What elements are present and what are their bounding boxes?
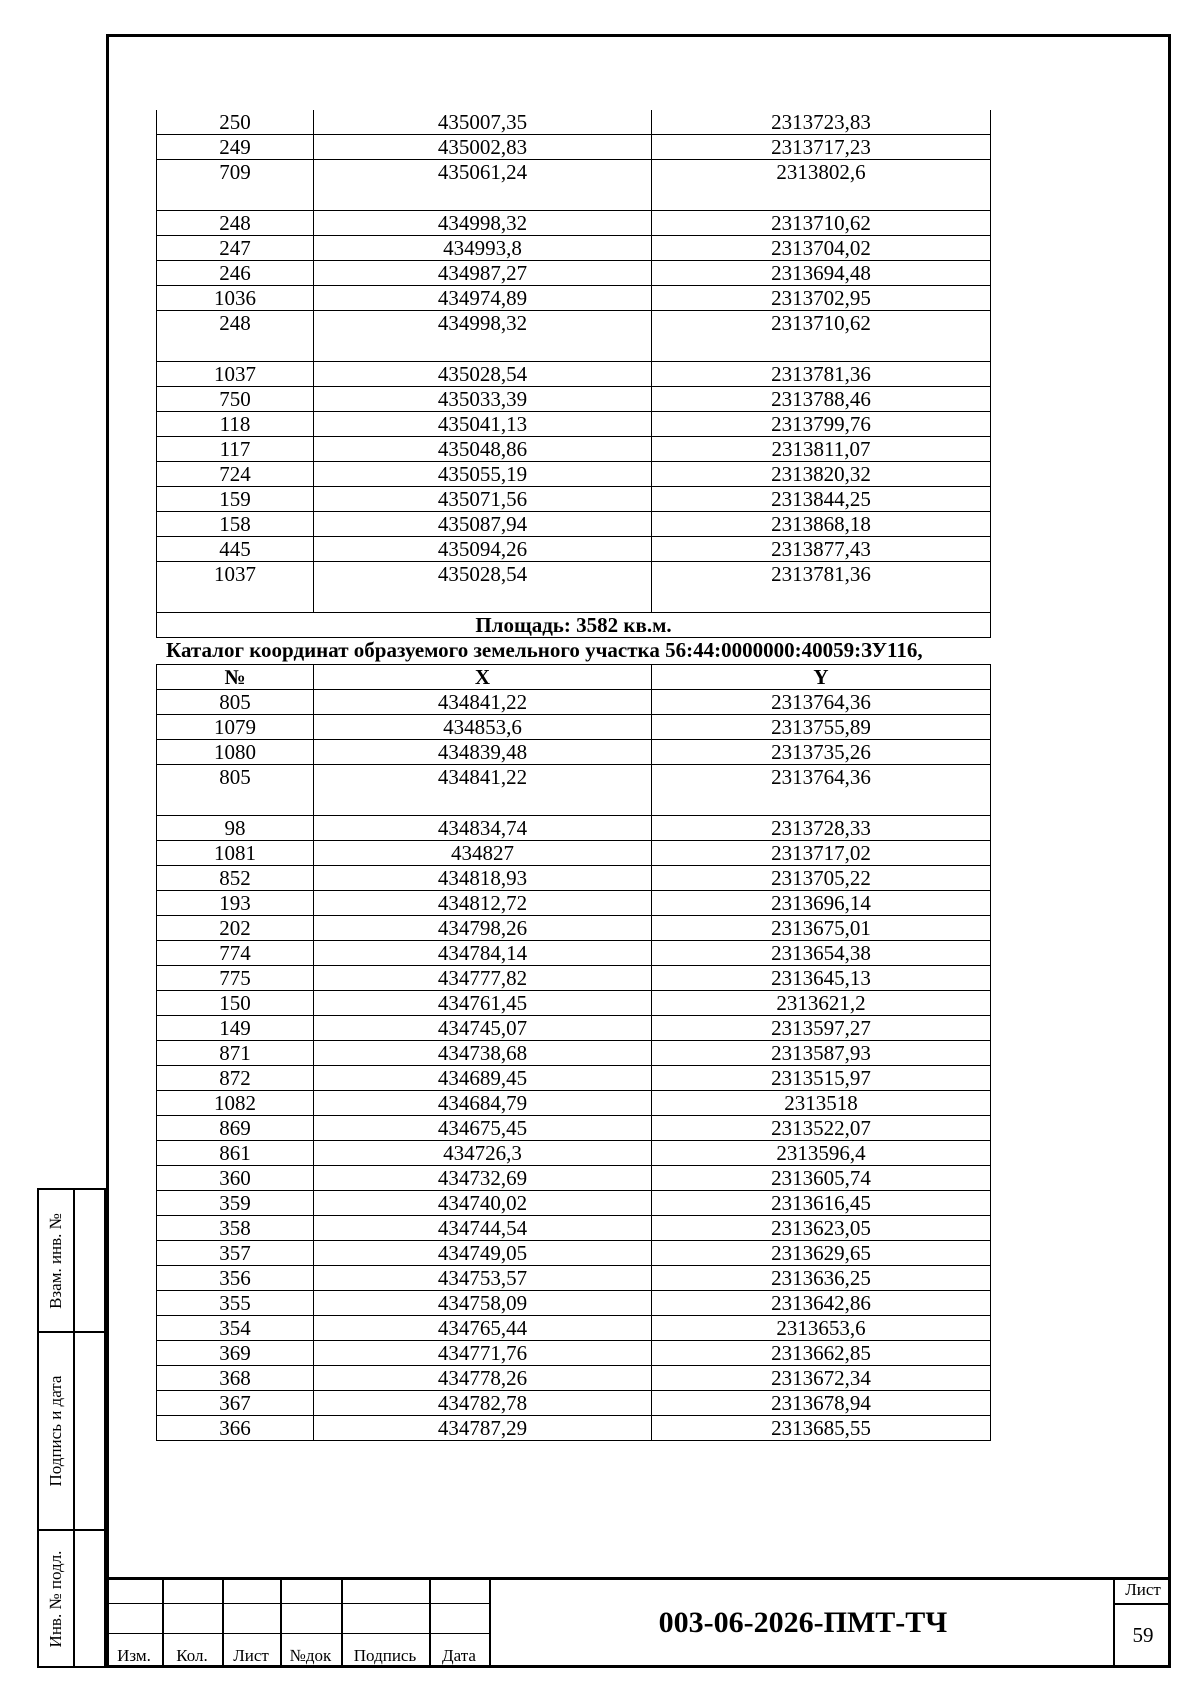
table-row xyxy=(157,715,991,740)
x-coordinate-cell: 434675,45 xyxy=(314,1116,652,1141)
y-coordinate-cell: 2313705,22 xyxy=(652,866,991,891)
x-coordinate-cell: 434787,29 xyxy=(314,1416,652,1441)
side-stamp-signature-date xyxy=(37,1331,106,1531)
catalog-title: Каталог координат образуемого земельного участка 56:44:0000000:40059:ЗУ116, xyxy=(166,638,923,662)
side-label-signature-date: Подпись и дата xyxy=(46,1375,65,1487)
point-number-cell: 367 xyxy=(157,1391,314,1416)
table-row xyxy=(157,1366,991,1391)
table-row xyxy=(157,1091,991,1116)
table-row xyxy=(157,1241,991,1266)
table-row xyxy=(157,966,991,991)
point-number-cell: 247 xyxy=(157,236,314,261)
point-number-cell: 248 xyxy=(157,211,314,236)
y-coordinate-cell: 2313702,95 xyxy=(652,286,991,311)
side-stamp-inv-original xyxy=(37,1529,106,1668)
x-coordinate-cell: 434761,45 xyxy=(314,991,652,1016)
y-coordinate-cell: 2313642,86 xyxy=(652,1291,991,1316)
y-coordinate-cell: 2313781,36 xyxy=(652,362,991,387)
point-number-cell: 368 xyxy=(157,1366,314,1391)
y-coordinate-cell: 2313522,07 xyxy=(652,1116,991,1141)
y-coordinate-cell: 2313755,89 xyxy=(652,715,991,740)
point-number-cell: 852 xyxy=(157,866,314,891)
table-row xyxy=(157,1141,991,1166)
y-coordinate-cell: 2313675,01 xyxy=(652,916,991,941)
point-number-cell: 360 xyxy=(157,1166,314,1191)
y-coordinate-cell: 2313616,45 xyxy=(652,1191,991,1216)
x-coordinate-cell: 434726,3 xyxy=(314,1141,652,1166)
x-coordinate-cell: 434812,72 xyxy=(314,891,652,916)
y-coordinate-cell: 2313636,25 xyxy=(652,1266,991,1291)
table-row xyxy=(157,1416,991,1441)
sheet-box xyxy=(1113,1577,1171,1668)
y-coordinate-cell: 2313735,26 xyxy=(652,740,991,765)
x-coordinate-cell: 435028,54 xyxy=(314,562,652,613)
x-coordinate-cell: 434689,45 xyxy=(314,1066,652,1091)
y-coordinate-cell: 2313597,27 xyxy=(652,1016,991,1041)
point-number-cell: 750 xyxy=(157,387,314,412)
table-row xyxy=(157,1166,991,1191)
y-coordinate-cell: 2313672,34 xyxy=(652,1366,991,1391)
point-number-cell: 98 xyxy=(157,816,314,841)
table-row xyxy=(157,261,991,286)
point-number-cell: 150 xyxy=(157,991,314,1016)
point-number-cell: 357 xyxy=(157,1241,314,1266)
y-coordinate-cell: 2313781,36 xyxy=(652,562,991,613)
x-coordinate-cell: 434753,57 xyxy=(314,1266,652,1291)
header-number: № xyxy=(157,665,314,690)
y-coordinate-cell: 2313717,02 xyxy=(652,841,991,866)
x-coordinate-cell: 434784,14 xyxy=(314,941,652,966)
point-number-cell: 861 xyxy=(157,1141,314,1166)
header-x: X xyxy=(314,665,652,690)
x-coordinate-cell: 434778,26 xyxy=(314,1366,652,1391)
x-coordinate-cell: 434740,02 xyxy=(314,1191,652,1216)
x-coordinate-cell: 435041,13 xyxy=(314,412,652,437)
point-number-cell: 358 xyxy=(157,1216,314,1241)
point-number-cell: 1036 xyxy=(157,286,314,311)
table-row xyxy=(157,311,991,362)
table-row xyxy=(157,512,991,537)
y-coordinate-cell: 2313685,55 xyxy=(652,1416,991,1441)
table-row xyxy=(157,362,991,387)
x-coordinate-cell: 434749,05 xyxy=(314,1241,652,1266)
x-coordinate-cell: 435007,35 xyxy=(314,110,652,135)
label-ndok: №док xyxy=(289,1646,332,1665)
table-row xyxy=(157,487,991,512)
table-row xyxy=(157,841,991,866)
y-coordinate-cell: 2313653,6 xyxy=(652,1316,991,1341)
y-coordinate-cell: 2313704,02 xyxy=(652,236,991,261)
table-row xyxy=(157,437,991,462)
label-data: Дата xyxy=(442,1646,476,1665)
x-coordinate-cell: 435071,56 xyxy=(314,487,652,512)
label-izm: Изм. xyxy=(117,1646,151,1665)
table-row xyxy=(157,562,991,613)
point-number-cell: 354 xyxy=(157,1316,314,1341)
point-number-cell: 869 xyxy=(157,1116,314,1141)
x-coordinate-cell: 435087,94 xyxy=(314,512,652,537)
side-stamp-replaced-inv xyxy=(37,1188,106,1333)
y-coordinate-cell: 2313518 xyxy=(652,1091,991,1116)
point-number-cell: 248 xyxy=(157,311,314,362)
point-number-cell: 149 xyxy=(157,1016,314,1041)
y-coordinate-cell: 2313710,62 xyxy=(652,211,991,236)
point-number-cell: 250 xyxy=(157,110,314,135)
table-row xyxy=(157,765,991,816)
y-coordinate-cell: 2313623,05 xyxy=(652,1216,991,1241)
x-coordinate-cell: 434993,8 xyxy=(314,236,652,261)
table-row xyxy=(157,816,991,841)
side-label-inv-original: Инв. № подл. xyxy=(46,1550,65,1647)
y-coordinate-cell: 2313764,36 xyxy=(652,690,991,715)
x-coordinate-cell: 434974,89 xyxy=(314,286,652,311)
table-row xyxy=(157,891,991,916)
table-header-row xyxy=(157,665,991,690)
area-row xyxy=(157,613,991,638)
sheet-number: 59 xyxy=(1132,1623,1154,1647)
point-number-cell: 117 xyxy=(157,437,314,462)
point-number-cell: 249 xyxy=(157,135,314,160)
page-content xyxy=(156,110,990,1441)
point-number-cell: 193 xyxy=(157,891,314,916)
point-number-cell: 355 xyxy=(157,1291,314,1316)
y-coordinate-cell: 2313799,76 xyxy=(652,412,991,437)
point-number-cell: 359 xyxy=(157,1191,314,1216)
table-row xyxy=(157,1391,991,1416)
table-row xyxy=(157,537,991,562)
x-coordinate-cell: 435055,19 xyxy=(314,462,652,487)
point-number-cell: 366 xyxy=(157,1416,314,1441)
y-coordinate-cell: 2313844,25 xyxy=(652,487,991,512)
table-row xyxy=(157,916,991,941)
x-coordinate-cell: 434839,48 xyxy=(314,740,652,765)
y-coordinate-cell: 2313728,33 xyxy=(652,816,991,841)
y-coordinate-cell: 2313723,83 xyxy=(652,110,991,135)
table-row xyxy=(157,690,991,715)
point-number-cell: 159 xyxy=(157,487,314,512)
y-coordinate-cell: 2313678,94 xyxy=(652,1391,991,1416)
point-number-cell: 356 xyxy=(157,1266,314,1291)
x-coordinate-cell: 434744,54 xyxy=(314,1216,652,1241)
table-row xyxy=(157,110,991,135)
y-coordinate-cell: 2313694,48 xyxy=(652,261,991,286)
point-number-cell: 775 xyxy=(157,966,314,991)
side-label-replaced-inv: Взам. инв. № xyxy=(46,1212,65,1309)
point-number-cell: 709 xyxy=(157,160,314,211)
table-row xyxy=(157,1291,991,1316)
table-row xyxy=(157,1041,991,1066)
table-row xyxy=(157,135,991,160)
y-coordinate-cell: 2313717,23 xyxy=(652,135,991,160)
table-row xyxy=(157,462,991,487)
x-coordinate-cell: 434782,78 xyxy=(314,1391,652,1416)
table-row xyxy=(157,1341,991,1366)
point-number-cell: 118 xyxy=(157,412,314,437)
table-row xyxy=(157,1191,991,1216)
y-coordinate-cell: 2313629,65 xyxy=(652,1241,991,1266)
x-coordinate-cell: 434684,79 xyxy=(314,1091,652,1116)
title-block xyxy=(106,1577,1171,1668)
x-coordinate-cell: 434818,93 xyxy=(314,866,652,891)
y-coordinate-cell: 2313788,46 xyxy=(652,387,991,412)
x-coordinate-cell: 434771,76 xyxy=(314,1341,652,1366)
point-number-cell: 445 xyxy=(157,537,314,562)
y-coordinate-cell: 2313764,36 xyxy=(652,765,991,816)
point-number-cell: 1081 xyxy=(157,841,314,866)
y-coordinate-cell: 2313587,93 xyxy=(652,1041,991,1066)
table-row xyxy=(157,866,991,891)
point-number-cell: 158 xyxy=(157,512,314,537)
point-number-cell: 805 xyxy=(157,690,314,715)
y-coordinate-cell: 2313596,4 xyxy=(652,1141,991,1166)
revision-grid xyxy=(106,1577,489,1668)
point-number-cell: 871 xyxy=(157,1041,314,1066)
label-podpis: Подпись xyxy=(353,1646,417,1665)
x-coordinate-cell: 435094,26 xyxy=(314,537,652,562)
point-number-cell: 872 xyxy=(157,1066,314,1091)
point-number-cell: 1079 xyxy=(157,715,314,740)
x-coordinate-cell: 435048,86 xyxy=(314,437,652,462)
y-coordinate-cell: 2313654,38 xyxy=(652,941,991,966)
header-y: Y xyxy=(652,665,991,690)
x-coordinate-cell: 434777,82 xyxy=(314,966,652,991)
y-coordinate-cell: 2313811,07 xyxy=(652,437,991,462)
table-row xyxy=(157,286,991,311)
y-coordinate-cell: 2313877,43 xyxy=(652,537,991,562)
x-coordinate-cell: 434834,74 xyxy=(314,816,652,841)
table-row xyxy=(157,740,991,765)
x-coordinate-cell: 434738,68 xyxy=(314,1041,652,1066)
table-row xyxy=(157,1016,991,1041)
table-row xyxy=(157,1066,991,1091)
table-row xyxy=(157,941,991,966)
y-coordinate-cell: 2313621,2 xyxy=(652,991,991,1016)
point-number-cell: 202 xyxy=(157,916,314,941)
table-row xyxy=(157,1116,991,1141)
table-row xyxy=(157,160,991,211)
point-number-cell: 1037 xyxy=(157,362,314,387)
x-coordinate-cell: 435061,24 xyxy=(314,160,652,211)
point-number-cell: 1037 xyxy=(157,562,314,613)
x-coordinate-cell: 434758,09 xyxy=(314,1291,652,1316)
table-row xyxy=(157,1316,991,1341)
table-row xyxy=(157,412,991,437)
x-coordinate-cell: 435002,83 xyxy=(314,135,652,160)
y-coordinate-cell: 2313802,6 xyxy=(652,160,991,211)
y-coordinate-cell: 2313868,18 xyxy=(652,512,991,537)
coordinates-table-2 xyxy=(156,664,991,1441)
y-coordinate-cell: 2313605,74 xyxy=(652,1166,991,1191)
table-row xyxy=(157,236,991,261)
x-coordinate-cell: 434841,22 xyxy=(314,765,652,816)
label-list: Лист xyxy=(233,1646,269,1665)
point-number-cell: 1080 xyxy=(157,740,314,765)
area-label: Площадь: 3582 кв.м. xyxy=(157,613,991,638)
x-coordinate-cell: 434745,07 xyxy=(314,1016,652,1041)
y-coordinate-cell: 2313645,13 xyxy=(652,966,991,991)
point-number-cell: 805 xyxy=(157,765,314,816)
document-code: 003-06-2026-ПМТ-ТЧ xyxy=(489,1577,1115,1668)
table-row xyxy=(157,387,991,412)
point-number-cell: 724 xyxy=(157,462,314,487)
point-number-cell: 1082 xyxy=(157,1091,314,1116)
point-number-cell: 774 xyxy=(157,941,314,966)
table-row xyxy=(157,1266,991,1291)
x-coordinate-cell: 434841,22 xyxy=(314,690,652,715)
x-coordinate-cell: 434998,32 xyxy=(314,211,652,236)
y-coordinate-cell: 2313820,32 xyxy=(652,462,991,487)
y-coordinate-cell: 2313515,97 xyxy=(652,1066,991,1091)
x-coordinate-cell: 434732,69 xyxy=(314,1166,652,1191)
point-number-cell: 246 xyxy=(157,261,314,286)
table-row xyxy=(157,1216,991,1241)
label-kol: Кол. xyxy=(176,1646,208,1665)
point-number-cell: 369 xyxy=(157,1341,314,1366)
coordinates-table-1 xyxy=(156,110,991,638)
x-coordinate-cell: 434853,6 xyxy=(314,715,652,740)
x-coordinate-cell: 435033,39 xyxy=(314,387,652,412)
x-coordinate-cell: 434998,32 xyxy=(314,311,652,362)
y-coordinate-cell: 2313696,14 xyxy=(652,891,991,916)
x-coordinate-cell: 434798,26 xyxy=(314,916,652,941)
y-coordinate-cell: 2313710,62 xyxy=(652,311,991,362)
x-coordinate-cell: 434827 xyxy=(314,841,652,866)
x-coordinate-cell: 434987,27 xyxy=(314,261,652,286)
x-coordinate-cell: 434765,44 xyxy=(314,1316,652,1341)
table-row xyxy=(157,991,991,1016)
y-coordinate-cell: 2313662,85 xyxy=(652,1341,991,1366)
table-row xyxy=(157,211,991,236)
x-coordinate-cell: 435028,54 xyxy=(314,362,652,387)
sheet-label: Лист xyxy=(1115,1577,1171,1605)
